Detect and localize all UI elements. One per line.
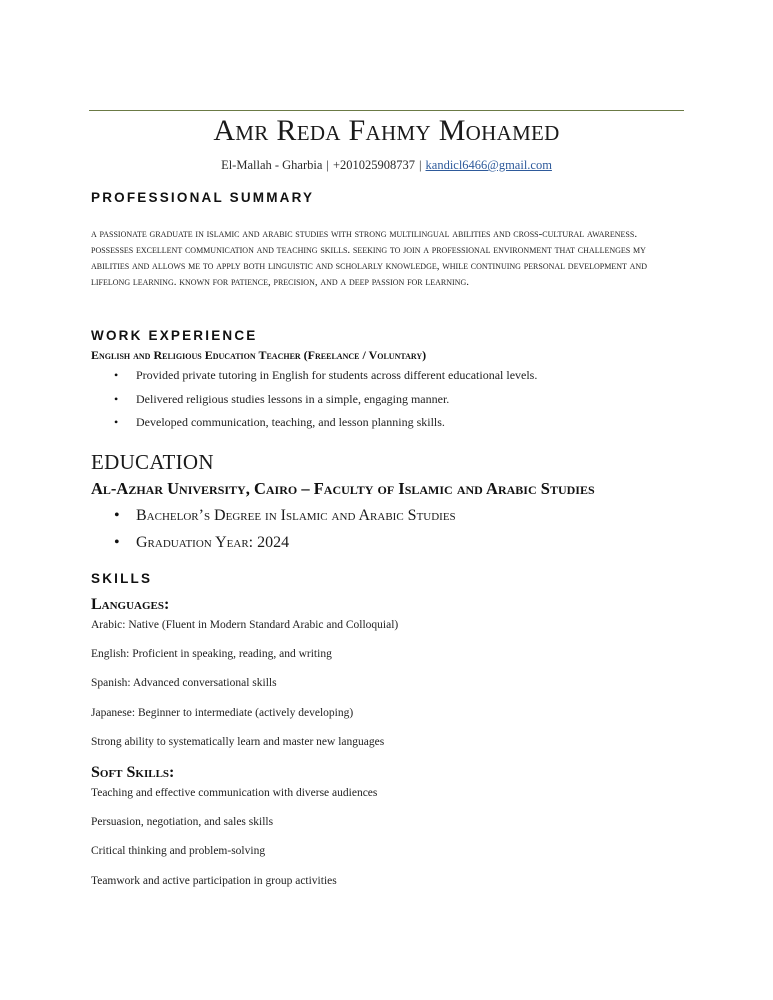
soft-skills-list xyxy=(91,785,377,902)
email-link[interactable]: kandicl6466@gmail.com xyxy=(425,158,552,172)
languages-list xyxy=(91,617,398,763)
summary-heading: PROFESSIONAL SUMMARY xyxy=(91,190,315,205)
list-item: • Developed communication, teaching, and lesson planning skills. xyxy=(136,414,537,438)
list-item: Spanish: Advanced conversational skills xyxy=(91,677,277,690)
list-item: Japanese: Beginner to intermediate (actively developing) xyxy=(91,706,354,719)
separator: | xyxy=(419,158,422,172)
list-item: Critical thinking and problem-solving xyxy=(91,845,266,858)
candidate-name: Amr Reda Fahmy Mohamed xyxy=(213,114,560,147)
list-item: Strong ability to systematically learn and master new languages xyxy=(91,735,385,748)
list-item: Persuasion, negotiation, and sales skills xyxy=(91,816,274,829)
separator: | xyxy=(326,158,329,172)
work-heading: WORK EXPERIENCE xyxy=(91,328,258,343)
header-divider xyxy=(89,110,684,111)
skills-heading: SKILLS xyxy=(91,571,153,586)
list-item: • Bachelor’s Degree in Islamic and Arabic Studies xyxy=(136,505,456,532)
work-bullet-list xyxy=(136,367,537,438)
school-name: Al-Azhar University, Cairo – Faculty of Islamic and Arabic Studies xyxy=(91,479,595,498)
location-text: El-Mallah - Gharbia xyxy=(221,158,323,172)
list-item: • Graduation Year: 2024 xyxy=(136,532,456,559)
education-heading: EDUCATION xyxy=(91,450,214,474)
contact-line xyxy=(0,158,773,173)
list-item: Teaching and effective communication with diverse audiences xyxy=(91,787,378,799)
list-item: Arabic: Native (Fluent in Modern Standard Arabic and Colloquial) xyxy=(91,619,399,631)
list-item: English: Proficient in speaking, reading, and writing xyxy=(91,648,332,661)
soft-skills-heading: Soft Skills: xyxy=(91,764,175,781)
list-item: • Delivered religious studies lessons in a simple, engaging manner. xyxy=(136,391,537,415)
phone-text: +201025908737 xyxy=(332,158,415,172)
job-title: English and Religious Education Teacher (Freelance / Voluntary) xyxy=(91,348,427,362)
languages-heading: Languages: xyxy=(91,596,170,613)
list-item: Teamwork and active participation in group activities xyxy=(91,874,337,887)
summary-text: a passionate graduate in islamic and arabic studies with strong multilingual abilities and cross-cultural awareness. possesses excellent communication and teaching skills. seeking to join a professional environment that challenges my abilities and allows me to apply both linguistic and scholarly knowledge, while continuing personal development and lifelong learning. known for patience, precision, and a deep passion for learning. xyxy=(91,228,647,288)
education-bullet-list xyxy=(136,505,456,559)
list-item: • Provided private tutoring in English for students across different educational levels. xyxy=(136,367,537,391)
